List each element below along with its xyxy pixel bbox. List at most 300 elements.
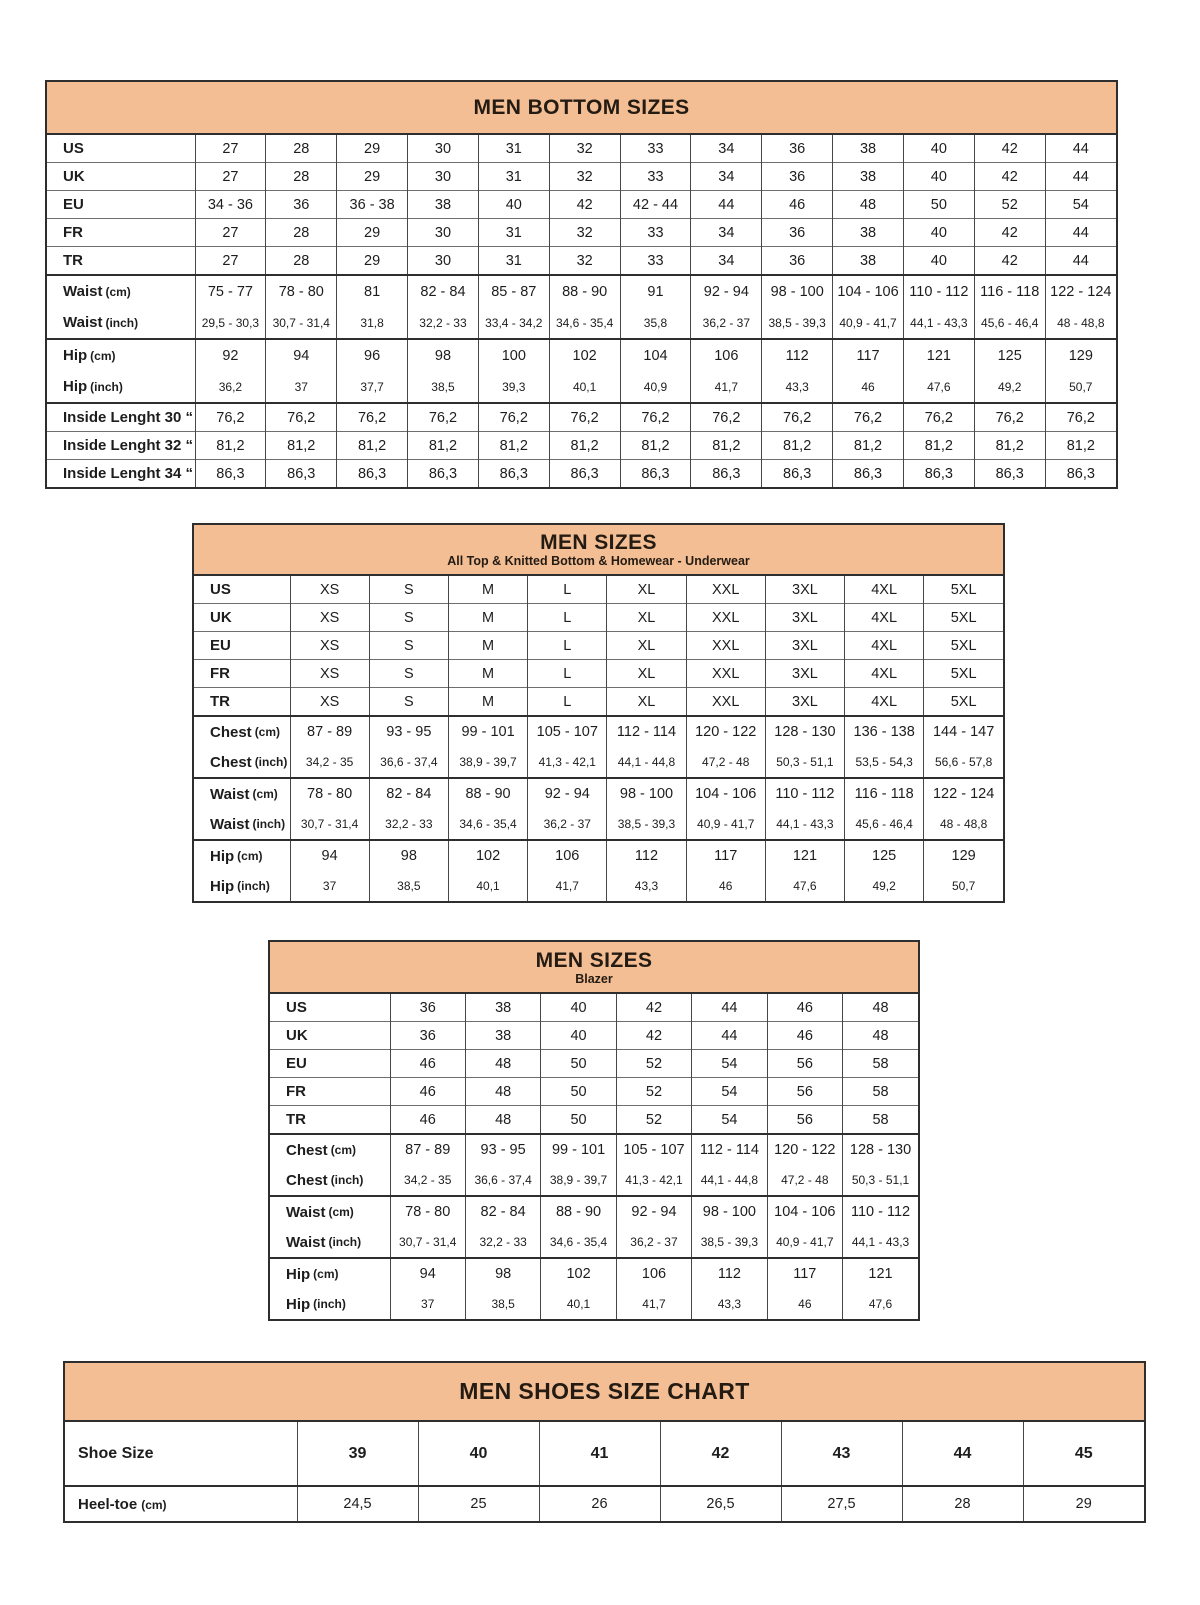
size-cell: XL (607, 660, 686, 688)
size-cell: 81,2 (620, 432, 691, 460)
size-cell: 54 (692, 1078, 767, 1106)
size-cell: 30 (408, 247, 479, 276)
size-cell: 5XL (924, 688, 1003, 717)
table-title: MEN SIZES (535, 948, 653, 972)
size-cell: 92 - 94 36,2 - 37 (691, 275, 762, 339)
size-cell: 33 (620, 135, 691, 163)
size-cell: 34 (691, 163, 762, 191)
size-cell: 87 - 89 34,2 - 35 (290, 716, 369, 778)
size-cell: 5XL (924, 576, 1003, 604)
row-label: FR (270, 1078, 390, 1106)
table-row (65, 1486, 1144, 1521)
size-cell: 99 - 101 38,9 - 39,7 (541, 1134, 616, 1196)
size-cell: 88 - 90 34,6 - 35,4 (549, 275, 620, 339)
size-cell: XS (290, 604, 369, 632)
size-cell: 78 - 80 30,7 - 31,4 (390, 1196, 465, 1258)
size-cell: 81,2 (266, 432, 337, 460)
row-label: US (286, 999, 307, 1016)
size-cell: 125 49,2 (845, 840, 924, 901)
size-cell: 4XL (845, 576, 924, 604)
size-cell: 40 (903, 219, 974, 247)
size-cell: 86,3 (195, 460, 266, 488)
size-cell: 75 - 77 29,5 - 30,3 (195, 275, 266, 339)
size-cell: 122 - 124 48 - 48,8 (1045, 275, 1116, 339)
size-cell: 76,2 (762, 403, 833, 432)
size-cell: 112 43,3 (692, 1258, 767, 1319)
size-cell: XXL (686, 632, 765, 660)
men-shoes-size-chart-table (63, 1361, 1146, 1523)
table-row (47, 135, 1116, 163)
size-cell: 38 (833, 135, 904, 163)
size-cell: 91 35,8 (620, 275, 691, 339)
size-cell: 38 (833, 247, 904, 276)
size-cell: 129 50,7 (924, 840, 1003, 901)
size-cell: 4XL (845, 660, 924, 688)
size-cell: 38 (465, 994, 540, 1022)
size-cell: 54 (692, 1106, 767, 1135)
table-row (270, 1050, 918, 1078)
size-cell: 106 41,7 (528, 840, 607, 901)
size-cell: 4XL (845, 688, 924, 717)
size-cell: 94 37 (390, 1258, 465, 1319)
size-cell: S (369, 604, 448, 632)
size-cell: 98 38,5 (408, 339, 479, 403)
size-cell: 76,2 (974, 403, 1045, 432)
table-row (194, 632, 1003, 660)
size-cell: 28 (902, 1486, 1023, 1521)
size-cell: 44 (692, 1022, 767, 1050)
size-cell: 38 (833, 163, 904, 191)
size-cell: 110 - 112 44,1 - 43,3 (843, 1196, 918, 1258)
size-cell: 48 (465, 1106, 540, 1135)
size-cell: 92 - 94 36,2 - 37 (616, 1196, 691, 1258)
size-cell: 26,5 (660, 1486, 781, 1521)
size-cell: 76,2 (691, 403, 762, 432)
size-cell: 76,2 (549, 403, 620, 432)
table-row (47, 163, 1116, 191)
men-sizes-blazer-table (268, 940, 920, 1321)
table-title: MEN BOTTOM SIZES (473, 96, 690, 119)
row-label: Chest (cm) Chest (inch) (194, 716, 290, 778)
size-cell: 26 (539, 1486, 660, 1521)
size-cell: 76,2 (408, 403, 479, 432)
size-cell: 104 - 106 40,9 - 41,7 (686, 778, 765, 840)
size-cell: 29 (1023, 1486, 1144, 1521)
table-header (194, 525, 1003, 576)
row-label: EU (194, 632, 290, 660)
size-cell: 86,3 (1045, 460, 1116, 488)
size-cell: 46 (762, 191, 833, 219)
size-cell: 5XL (924, 632, 1003, 660)
size-cell: 136 - 138 53,5 - 54,3 (845, 716, 924, 778)
size-cell: 81,2 (478, 432, 549, 460)
size-cell: 32 (549, 135, 620, 163)
row-label: UK (47, 163, 195, 191)
size-cell: 92 36,2 (195, 339, 266, 403)
size-cell: L (528, 604, 607, 632)
size-cell: 88 - 90 34,6 - 35,4 (541, 1196, 616, 1258)
row-label: Hip (cm) Hip (inch) (47, 339, 195, 403)
size-cell: 100 39,3 (478, 339, 549, 403)
size-cell: 30 (408, 163, 479, 191)
size-cell: 36 (762, 247, 833, 276)
size-cell: 34 (691, 135, 762, 163)
size-cell: 86,3 (903, 460, 974, 488)
size-cell: 117 46 (686, 840, 765, 901)
size-cell: 41 (539, 1422, 660, 1486)
size-cell: 81,2 (974, 432, 1045, 460)
row-label: Inside Lenght 32 “ (47, 432, 195, 460)
row-label: Waist (cm) Waist (inch) (270, 1196, 390, 1258)
size-cell: 94 37 (266, 339, 337, 403)
table-row (270, 1022, 918, 1050)
size-cell: 122 - 124 48 - 48,8 (924, 778, 1003, 840)
table-row (47, 219, 1116, 247)
size-cell: 48 (833, 191, 904, 219)
table-row (47, 275, 1116, 339)
size-cell: 112 43,3 (762, 339, 833, 403)
size-cell: 52 (974, 191, 1045, 219)
size-cell: 28 (266, 135, 337, 163)
size-cell: 42 (974, 135, 1045, 163)
size-cell: 58 (843, 1078, 918, 1106)
size-cell: S (369, 660, 448, 688)
size-cell: 86,3 (974, 460, 1045, 488)
size-cell: XS (290, 688, 369, 717)
table-header (65, 1363, 1144, 1422)
size-cell: 58 (843, 1106, 918, 1135)
row-label: EU (270, 1050, 390, 1078)
size-cell: 42 (660, 1422, 781, 1486)
size-cell: 3XL (765, 688, 844, 717)
size-cell: L (528, 688, 607, 717)
size-cell: 3XL (765, 576, 844, 604)
size-cell: 106 41,7 (691, 339, 762, 403)
size-cell: 42 (616, 994, 691, 1022)
size-cell: 104 40,9 (620, 339, 691, 403)
size-cell: 46 (767, 1022, 842, 1050)
size-cell: 116 - 118 45,6 - 46,4 (974, 275, 1045, 339)
size-cell: 99 - 101 38,9 - 39,7 (448, 716, 527, 778)
size-cell: 76,2 (337, 403, 408, 432)
size-cell: XS (290, 632, 369, 660)
men-sizes-blazer-grid (270, 994, 918, 1319)
size-cell: XL (607, 576, 686, 604)
size-cell: S (369, 576, 448, 604)
size-cell: 82 - 84 32,2 - 33 (408, 275, 479, 339)
table-title: MEN SHOES SIZE CHART (459, 1378, 750, 1404)
size-cell: 112 - 114 44,1 - 44,8 (692, 1134, 767, 1196)
size-cell: 24,5 (297, 1486, 418, 1521)
size-cell: 31 (478, 135, 549, 163)
size-cell: 98 - 100 38,5 - 39,3 (607, 778, 686, 840)
table-row (194, 604, 1003, 632)
table-row (270, 1106, 918, 1135)
table-row (194, 778, 1003, 840)
size-cell: 50 (541, 1106, 616, 1135)
table-row (47, 339, 1116, 403)
size-cell: 29 (337, 135, 408, 163)
size-cell: 38 (465, 1022, 540, 1050)
size-cell: 98 - 100 38,5 - 39,3 (692, 1196, 767, 1258)
row-label: Hip (cm) Hip (inch) (194, 840, 290, 901)
size-cell: 86,3 (691, 460, 762, 488)
row-label: FR (47, 219, 195, 247)
size-cell: 44 (1045, 135, 1116, 163)
size-cell: 43 (781, 1422, 902, 1486)
size-cell: 4XL (845, 604, 924, 632)
size-cell: 76,2 (478, 403, 549, 432)
size-cell: 33 (620, 219, 691, 247)
row-label: Waist (cm) Waist (inch) (47, 275, 195, 339)
size-cell: 48 (465, 1078, 540, 1106)
size-cell: 32 (549, 247, 620, 276)
size-cell: 34 (691, 247, 762, 276)
size-cell: 98 - 100 38,5 - 39,3 (762, 275, 833, 339)
size-cell: 105 - 107 41,3 - 42,1 (616, 1134, 691, 1196)
size-cell: 40 (903, 247, 974, 276)
size-cell: 36 (762, 135, 833, 163)
size-cell: 58 (843, 1050, 918, 1078)
size-cell: 129 50,7 (1045, 339, 1116, 403)
size-cell: 31 (478, 247, 549, 276)
table-row (65, 1422, 1144, 1486)
size-cell: 86,3 (833, 460, 904, 488)
size-cell: XS (290, 660, 369, 688)
size-cell: 112 43,3 (607, 840, 686, 901)
size-cell: 81,2 (337, 432, 408, 460)
size-cell: 93 - 95 36,6 - 37,4 (465, 1134, 540, 1196)
size-cell: 81 31,8 (337, 275, 408, 339)
size-cell: 50 (541, 1050, 616, 1078)
table-row (194, 576, 1003, 604)
size-cell: L (528, 660, 607, 688)
men-bottom-sizes-table (45, 80, 1118, 489)
size-cell: 78 - 80 30,7 - 31,4 (266, 275, 337, 339)
table-title: MEN SIZES (540, 531, 657, 554)
size-cell: 93 - 95 36,6 - 37,4 (369, 716, 448, 778)
size-cell: 44 (1045, 163, 1116, 191)
table-row (47, 191, 1116, 219)
size-cell: 86,3 (620, 460, 691, 488)
size-cell: 102 40,1 (541, 1258, 616, 1319)
size-cell: 120 - 122 47,2 - 48 (686, 716, 765, 778)
men-sizes-tops-table (192, 523, 1005, 903)
size-cell: 56 (767, 1106, 842, 1135)
size-cell: 32 (549, 163, 620, 191)
table-row (194, 840, 1003, 901)
size-cell: M (448, 688, 527, 717)
size-cell: 86,3 (266, 460, 337, 488)
size-cell: 106 41,7 (616, 1258, 691, 1319)
row-label: Shoe Size (78, 1444, 154, 1462)
size-cell: M (448, 632, 527, 660)
size-cell: 81,2 (549, 432, 620, 460)
size-cell: 46 (390, 1078, 465, 1106)
row-label: EU (47, 191, 195, 219)
size-cell: 76,2 (833, 403, 904, 432)
size-cell: 86,3 (549, 460, 620, 488)
size-cell: XL (607, 688, 686, 717)
size-cell: 45 (1023, 1422, 1144, 1486)
row-label: Waist (cm) Waist (inch) (194, 778, 290, 840)
size-cell: 46 (767, 994, 842, 1022)
size-cell: XL (607, 604, 686, 632)
size-cell: 52 (616, 1106, 691, 1135)
size-cell: 33 (620, 247, 691, 276)
size-cell: XL (607, 632, 686, 660)
size-cell: 56 (767, 1050, 842, 1078)
size-cell: 33 (620, 163, 691, 191)
row-label: UK (270, 1022, 390, 1050)
size-cell: 36 (266, 191, 337, 219)
size-cell: 87 - 89 34,2 - 35 (390, 1134, 465, 1196)
size-cell: 96 37,7 (337, 339, 408, 403)
row-label: Hip (cm) Hip (inch) (270, 1258, 390, 1319)
table-row (47, 432, 1116, 460)
size-cell: 3XL (765, 660, 844, 688)
size-cell: 27,5 (781, 1486, 902, 1521)
size-cell: 50 (903, 191, 974, 219)
size-cell: 40 (478, 191, 549, 219)
table-row (270, 1078, 918, 1106)
table-row (270, 1258, 918, 1319)
size-cell: 94 37 (290, 840, 369, 901)
size-cell: 27 (195, 163, 266, 191)
row-label: TR (270, 1106, 390, 1135)
size-cell: 30 (408, 135, 479, 163)
size-cell: XS (290, 576, 369, 604)
size-cell: 34 (691, 219, 762, 247)
size-cell: 31 (478, 219, 549, 247)
size-cell: 117 46 (767, 1258, 842, 1319)
size-cell: 76,2 (620, 403, 691, 432)
size-cell: 102 40,1 (549, 339, 620, 403)
size-cell: 29 (337, 163, 408, 191)
table-header (47, 82, 1116, 135)
size-cell: M (448, 604, 527, 632)
size-cell: 40 (903, 135, 974, 163)
size-cell: 81,2 (408, 432, 479, 460)
size-cell: 54 (692, 1050, 767, 1078)
table-row (194, 716, 1003, 778)
size-cell: L (528, 576, 607, 604)
row-label: TR (194, 688, 290, 717)
table-subtitle: All Top & Knitted Bottom & Homewear - Underwear (447, 554, 750, 568)
size-cell: 54 (1045, 191, 1116, 219)
size-cell: 46 (390, 1050, 465, 1078)
size-cell: 102 40,1 (448, 840, 527, 901)
size-cell: 42 (616, 1022, 691, 1050)
size-cell: 42 (974, 163, 1045, 191)
size-cell: 85 - 87 33,4 - 34,2 (478, 275, 549, 339)
size-cell: 121 47,6 (843, 1258, 918, 1319)
size-cell: 5XL (924, 604, 1003, 632)
size-cell: 82 - 84 32,2 - 33 (465, 1196, 540, 1258)
size-cell: 42 - 44 (620, 191, 691, 219)
size-cell: 40 (541, 1022, 616, 1050)
size-cell: XXL (686, 688, 765, 717)
men-bottom-sizes-grid (47, 135, 1116, 487)
size-cell: 27 (195, 247, 266, 276)
size-cell: 92 - 94 36,2 - 37 (528, 778, 607, 840)
size-cell: 27 (195, 219, 266, 247)
size-cell: 98 38,5 (465, 1258, 540, 1319)
size-cell: 29 (337, 219, 408, 247)
size-cell: 3XL (765, 632, 844, 660)
row-label: Chest (cm) Chest (inch) (270, 1134, 390, 1196)
size-cell: 88 - 90 34,6 - 35,4 (448, 778, 527, 840)
size-cell: 28 (266, 163, 337, 191)
row-label: Inside Lenght 30 “ (47, 403, 195, 432)
size-cell: 110 - 112 44,1 - 43,3 (903, 275, 974, 339)
size-cell: 36 (390, 1022, 465, 1050)
table-row (47, 403, 1116, 432)
size-cell: 38 (833, 219, 904, 247)
size-cell: 86,3 (762, 460, 833, 488)
size-cell: 128 - 130 50,3 - 51,1 (843, 1134, 918, 1196)
size-cell: 104 - 106 40,9 - 41,7 (833, 275, 904, 339)
size-cell: 125 49,2 (974, 339, 1045, 403)
size-cell: 44 (692, 994, 767, 1022)
table-row (194, 688, 1003, 717)
size-cell: 36 (762, 219, 833, 247)
size-cell: 52 (616, 1078, 691, 1106)
size-cell: 144 - 147 56,6 - 57,8 (924, 716, 1003, 778)
row-label: US (63, 140, 84, 157)
size-cell: 42 (974, 247, 1045, 276)
row-label: Heel-toe (cm) (65, 1486, 297, 1521)
size-cell: 121 47,6 (903, 339, 974, 403)
size-cell: 81,2 (691, 432, 762, 460)
size-cell: 3XL (765, 604, 844, 632)
size-cell: 76,2 (195, 403, 266, 432)
table-subtitle: Blazer (575, 971, 613, 986)
size-cell: XXL (686, 660, 765, 688)
size-cell: 40 (418, 1422, 539, 1486)
size-cell: 28 (266, 219, 337, 247)
size-cell: 44 (691, 191, 762, 219)
row-label: TR (47, 247, 195, 276)
size-cell: L (528, 632, 607, 660)
size-cell: 5XL (924, 660, 1003, 688)
size-cell: 44 (902, 1422, 1023, 1486)
size-cell: 112 - 114 44,1 - 44,8 (607, 716, 686, 778)
size-cell: 81,2 (833, 432, 904, 460)
size-cell: 104 - 106 40,9 - 41,7 (767, 1196, 842, 1258)
size-cell: 52 (616, 1050, 691, 1078)
size-cell: S (369, 688, 448, 717)
table-row (47, 247, 1116, 276)
size-cell: 116 - 118 45,6 - 46,4 (845, 778, 924, 840)
size-cell: 27 (195, 135, 266, 163)
size-cell: 39 (297, 1422, 418, 1486)
size-cell: 34 - 36 (195, 191, 266, 219)
size-cell: 44 (1045, 219, 1116, 247)
table-row (270, 1196, 918, 1258)
size-cell: 25 (418, 1486, 539, 1521)
size-cell: 78 - 80 30,7 - 31,4 (290, 778, 369, 840)
size-cell: S (369, 632, 448, 660)
size-cell: 110 - 112 44,1 - 43,3 (765, 778, 844, 840)
size-cell: 128 - 130 50,3 - 51,1 (765, 716, 844, 778)
size-cell: 76,2 (903, 403, 974, 432)
size-cell: 117 46 (833, 339, 904, 403)
size-cell: 29 (337, 247, 408, 276)
size-cell: 46 (390, 1106, 465, 1135)
size-cell: M (448, 660, 527, 688)
size-cell: 76,2 (1045, 403, 1116, 432)
